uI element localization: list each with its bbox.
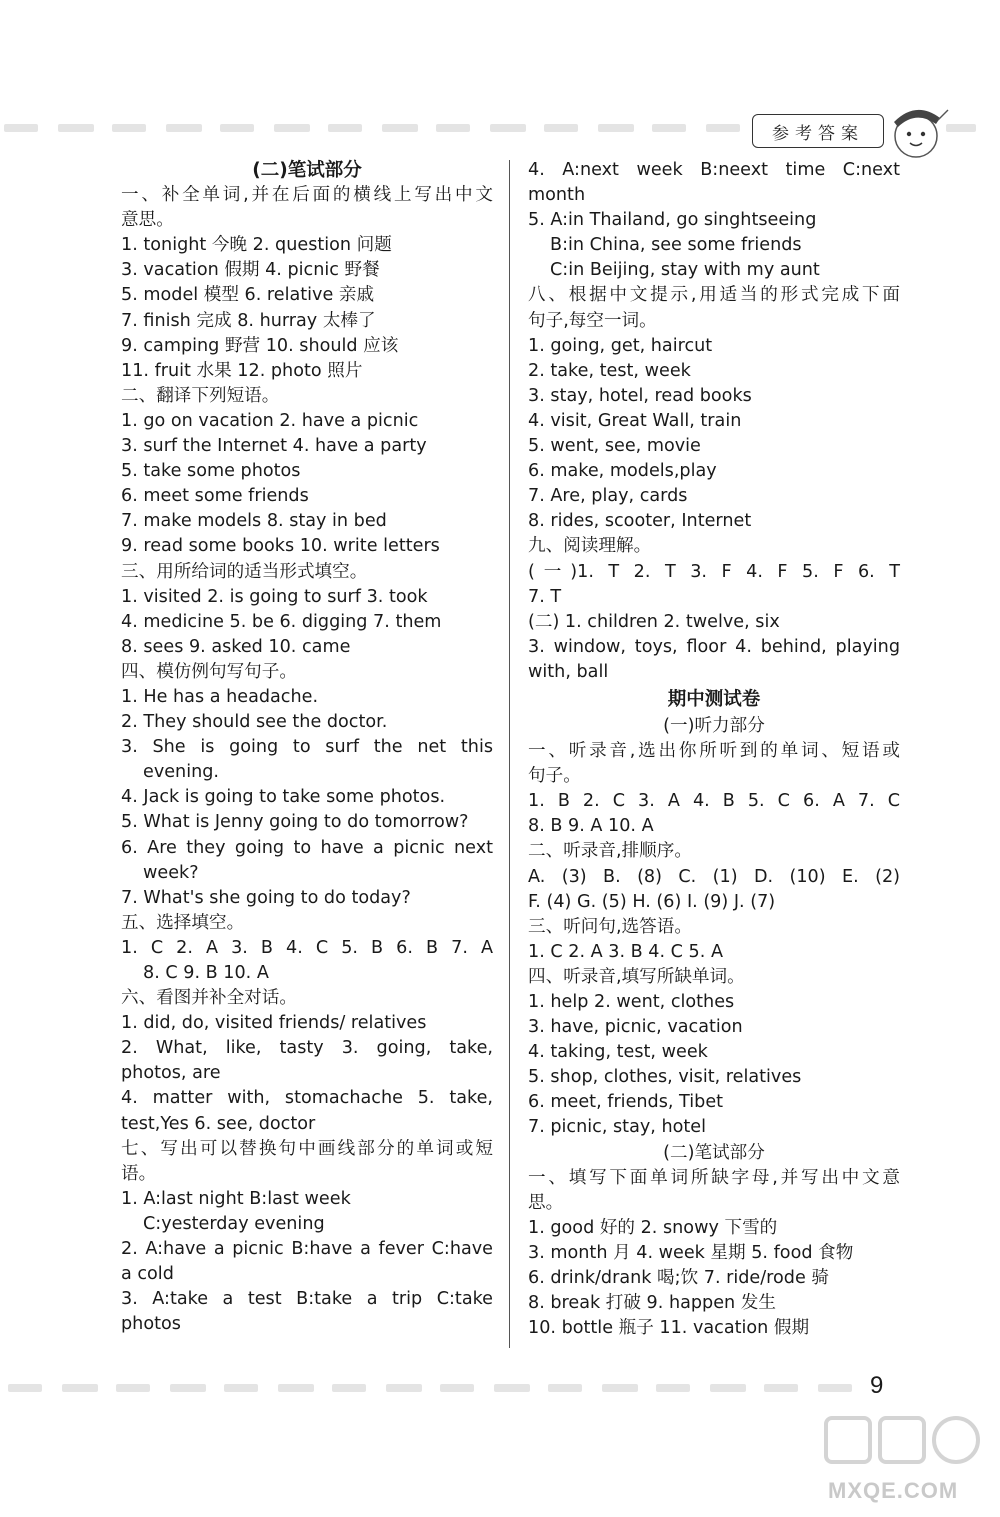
left-column-line: 3. She is going to surf the net this: [121, 737, 493, 758]
left-column-line: 4. matter with, stomachache 5. take,: [121, 1088, 493, 1109]
right-column-line: 4. taking, test, week: [528, 1042, 708, 1063]
right-column-line: (一)1. T 2. T 3. F 4. F 5. F 6. T: [528, 561, 900, 582]
right-column: [528, 158, 900, 1341]
left-column-line: 2. What, like, tasty 3. going, take,: [121, 1038, 493, 1059]
left-column-line: 六、看图并补全对话。: [121, 988, 297, 1009]
left-column-line: 1. visited 2. is going to surf 3. took: [121, 586, 428, 607]
right-column-line: 4. A:next week B:neext time C:next: [528, 160, 900, 180]
right-column-line: (二) 1. children 2. twelve, six: [528, 611, 780, 632]
left-column-line: 1. tonight 今晚 2. question 问题: [121, 235, 392, 256]
left-column-line: evening.: [143, 762, 220, 783]
right-column-line: 一、填写下面单词所缺字母,并写出中文意: [528, 1167, 900, 1188]
footer-dashes: [0, 1384, 860, 1396]
left-column-line: C:yesterday evening: [143, 1213, 325, 1234]
right-column-line: with, ball: [528, 661, 609, 682]
right-column-line: 7. picnic, stay, hotel: [528, 1117, 706, 1138]
left-column-line: test,Yes 6. see, doctor: [121, 1113, 316, 1134]
left-column-line: 3. vacation 假期 4. picnic 野餐: [121, 260, 380, 281]
right-column-line: 7. T: [528, 586, 562, 607]
left-column-line: 11. fruit 水果 12. photo 照片: [121, 360, 363, 381]
right-column-line: 1. good 好的 2. snowy 下雪的: [528, 1217, 778, 1238]
left-column-line: 9. read some books 10. write letters: [121, 536, 440, 557]
left-column-line: 7. make models 8. stay in bed: [121, 511, 387, 532]
right-column-line: 二、听录音,排顺序。: [528, 841, 692, 862]
left-column-line: 3. A:take a test B:take a trip C:take: [121, 1289, 493, 1310]
right-column-line: 3. have, picnic, vacation: [528, 1017, 743, 1038]
right-column-line: 8. rides, scooter, Internet: [528, 511, 752, 532]
left-column-line: 四、模仿例句写句子。: [121, 661, 297, 682]
left-column-line: 1. did, do, visited friends/ relatives: [121, 1013, 427, 1034]
right-column-line: (二)笔试部分: [663, 1142, 765, 1163]
left-column-line: 7. finish 完成 8. hurray 太棒了: [121, 310, 376, 331]
right-column-line: 期中测试卷: [667, 688, 761, 710]
right-column-line: 八、根据中文提示,用适当的形式完成下面: [528, 285, 900, 306]
left-column-line: 4. Jack is going to take some photos.: [121, 787, 446, 808]
left-column-line: 三、用所给词的适当形式填空。: [121, 561, 368, 582]
left-column-line: 5. take some photos: [121, 461, 301, 482]
left-column-line: 7. What's she going to do today?: [121, 887, 411, 908]
right-column-line: 5. A:in Thailand, go singhtseeing: [528, 210, 817, 231]
right-column-line: 1. B 2. C 3. A 4. B 5. C 6. A 7. C: [528, 791, 900, 812]
right-column-line: 5. shop, clothes, visit, relatives: [528, 1067, 802, 1088]
right-column-line: 10. bottle 瓶子 11. vacation 假期: [528, 1318, 810, 1339]
left-column-line: 1. He has a headache.: [121, 686, 319, 707]
left-column-line: 一、补全单词,并在后面的横线上写出中文: [121, 185, 493, 206]
right-column-line: 3. month 月 4. week 星期 5. food 食物: [528, 1242, 854, 1263]
left-column-line: 2. A:have a picnic B:have a fever C:have: [121, 1239, 493, 1260]
left-column-line: week?: [143, 862, 199, 883]
right-column-line: F. (4) G. (5) H. (6) I. (9) J. (7): [528, 891, 776, 912]
right-column-line: 1. C 2. A 3. B 4. C 5. A: [528, 941, 723, 962]
right-column-line: 2. take, test, week: [528, 360, 691, 381]
right-column-line: 8. B 9. A 10. A: [528, 816, 654, 837]
right-column-line: 1. going, get, haircut: [528, 335, 713, 356]
right-column-line: 3. stay, hotel, read books: [528, 385, 752, 406]
left-column-line: a cold: [121, 1264, 174, 1285]
right-column-line: 四、听录音,填写所缺单词。: [528, 966, 745, 987]
left-column-line: 9. camping 野营 10. should 应该: [121, 335, 399, 356]
left-column-line: 5. model 模型 6. relative 亲戚: [121, 285, 375, 306]
right-column-line: 3. window, toys, floor 4. behind, playing: [528, 636, 900, 657]
right-column-line: C:in Beijing, stay with my aunt: [550, 260, 820, 281]
column-divider: [509, 160, 510, 1348]
right-column-line: 6. make, models,play: [528, 461, 717, 482]
right-column-line: 三、听问句,选答语。: [528, 916, 692, 937]
left-column-line: 4. medicine 5. be 6. digging 7. them: [121, 611, 442, 632]
left-column-line: 五、选择填空。: [121, 912, 245, 933]
left-column-line: (二)笔试部分: [252, 160, 362, 181]
left-column-line: 1. A:last night B:last week: [121, 1188, 351, 1209]
right-column-line: month: [528, 185, 586, 206]
right-column-line: A. (3) B. (8) C. (1) D. (10) E. (2): [528, 866, 900, 887]
right-column-line: 句子。: [528, 766, 581, 787]
left-column-line: 1. C 2. A 3. B 4. C 5. B 6. B 7. A: [121, 937, 493, 958]
snowman-mascot-icon: [880, 96, 952, 162]
right-column-line: 思。: [528, 1192, 564, 1213]
left-column: [121, 158, 493, 1337]
right-column-line: 一、听录音,选出你所听到的单词、短语或: [528, 741, 900, 762]
right-column-line: 8. break 打破 9. happen 发生: [528, 1293, 776, 1314]
right-column-line: B:in China, see some friends: [550, 235, 802, 256]
right-column-line: 6. meet, friends, Tibet: [528, 1092, 724, 1113]
left-column-line: 二、翻译下列短语。: [121, 385, 280, 406]
left-column-line: 8. C 9. B 10. A: [143, 963, 269, 983]
left-column-line: 2. They should see the doctor.: [121, 712, 388, 733]
left-column-line: 8. sees 9. asked 10. came: [121, 636, 351, 657]
right-column-line: 句子,每空一词。: [528, 310, 657, 331]
left-column-line: 3. surf the Internet 4. have a party: [121, 436, 427, 457]
left-column-line: 1. go on vacation 2. have a picnic: [121, 410, 419, 431]
watermark-text: MXQE.COM: [828, 1478, 959, 1503]
right-column-line: 7. Are, play, cards: [528, 486, 688, 507]
answer-key-label: 参考答案: [752, 114, 884, 148]
right-column-line: 九、阅读理解。: [528, 536, 652, 557]
page-number: 9: [870, 1372, 884, 1399]
right-column-line: 6. drink/drank 喝;饮 7. ride/rode 骑: [528, 1268, 829, 1289]
left-column-line: photos, are: [121, 1063, 221, 1084]
left-column-line: 5. What is Jenny going to do tomorrow?: [121, 812, 469, 833]
left-column-line: 意思。: [121, 210, 174, 231]
left-column-line: 语。: [121, 1163, 157, 1184]
right-column-line: 4. visit, Great Wall, train: [528, 410, 742, 431]
left-column-line: 6. Are they going to have a picnic next: [121, 837, 493, 858]
left-column-line: 七、写出可以替换句中画线部分的单词或短: [121, 1138, 493, 1159]
right-column-line: 1. help 2. went, clothes: [528, 992, 735, 1012]
left-column-line: photos: [121, 1314, 181, 1335]
right-column-line: (一)听力部分: [663, 715, 765, 736]
right-column-line: 5. went, see, movie: [528, 436, 701, 457]
left-column-line: 6. meet some friends: [121, 486, 309, 507]
